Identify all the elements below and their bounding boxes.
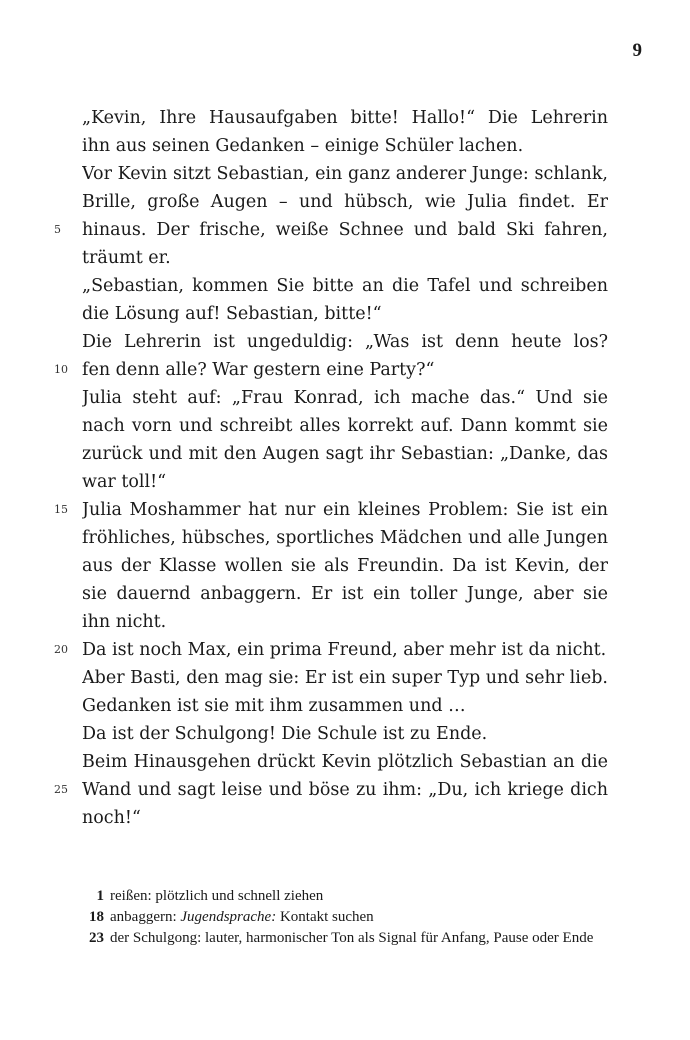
footnote-text: anbaggern: [110, 909, 181, 925]
text-line [54, 356, 608, 384]
line-text: fröhliches, hübsches, sportliches Mädchen und alle Jungen [82, 528, 608, 548]
text-line [54, 636, 608, 664]
text-line [82, 664, 608, 692]
text-line [82, 412, 608, 440]
line-text: die Lösung auf! Sebastian, bitte!“ [82, 304, 382, 324]
line-number: 20 [54, 643, 68, 656]
text-line [82, 580, 608, 608]
text-line [82, 104, 608, 132]
line-text: Brille, große Augen – und hübsch, wie Julia findet. Er [82, 192, 608, 212]
line-text: hinaus. Der frische, weiße Schnee und bald Ski fahren, [82, 220, 608, 240]
line-text: träumt er. [82, 248, 171, 268]
text-line [82, 720, 608, 748]
text-line [82, 692, 608, 720]
text-line [82, 804, 608, 832]
line-text: Die Lehrerin ist ungeduldig: „Was ist denn heute los? [82, 332, 608, 352]
text-line [54, 216, 608, 244]
footnote [82, 928, 612, 949]
line-text: Beim Hinausgehen drückt Kevin plötzlich Sebastian an die [82, 752, 608, 772]
line-text: „Sebastian, kommen Sie bitte an die Tafel und schreiben [82, 276, 608, 296]
text-line [82, 160, 608, 188]
line-number: 5 [54, 223, 61, 236]
line-text: Julia steht auf: „Frau Konrad, ich mache das.“ Und sie [82, 388, 608, 408]
text-line [82, 384, 608, 412]
line-text: Gedanken ist sie mit ihm zusammen und … [82, 696, 466, 716]
line-text: Wand und sagt leise und böse zu ihm: „Du, ich kriege dich [82, 780, 608, 800]
line-text: sie dauernd anbaggern. Er ist ein toller Junge, aber sie [82, 584, 608, 604]
page-number: 9 [632, 40, 642, 61]
line-number: 25 [54, 783, 68, 796]
line-text: fen denn alle? War gestern eine Party?“ [82, 360, 435, 380]
footnote-number: 1 [96, 888, 104, 904]
text-line [82, 272, 608, 300]
text-line [82, 608, 608, 636]
text-line [82, 524, 608, 552]
text-line [82, 440, 608, 468]
main-text [54, 104, 608, 832]
line-text: Vor Kevin sitzt Sebastian, ein ganz anderer Junge: schlank, [82, 164, 608, 184]
line-text: ihn nicht. [82, 612, 167, 632]
text-line [82, 244, 608, 272]
footnote-number: 23 [89, 930, 104, 946]
line-number: 15 [54, 503, 68, 516]
line-text: Da ist der Schulgong! Die Schule ist zu Ende. [82, 724, 488, 744]
footnotes [82, 886, 612, 949]
footnote-text: der Schulgong: lauter, harmonischer Ton als Signal für Anfang, Pause oder Ende [110, 930, 594, 946]
text-line [82, 468, 608, 496]
text-line [82, 132, 608, 160]
footnote-text: Kontakt suchen [276, 909, 374, 925]
line-text: „Kevin, Ihre Hausaufgaben bitte! Hallo!“ Die Lehrerin [82, 108, 608, 128]
footnote-text: reißen: plötzlich und schnell ziehen [110, 888, 324, 904]
footnote-text: Jugendsprache: [180, 909, 277, 925]
line-text: noch!“ [82, 808, 141, 828]
text-line [54, 776, 608, 804]
text-line [82, 748, 608, 776]
text-line [82, 552, 608, 580]
footnote [82, 886, 612, 907]
text-line [54, 496, 608, 524]
line-text: Da ist noch Max, ein prima Freund, aber mehr ist da nicht. [82, 640, 607, 660]
line-text: war toll!“ [82, 472, 167, 492]
line-text: Aber Basti, den mag sie: Er ist ein super Typ und sehr lieb. [82, 668, 608, 688]
text-line [82, 188, 608, 216]
footnote-number: 18 [89, 909, 104, 925]
text-line [82, 328, 608, 356]
line-text: nach vorn und schreibt alles korrekt auf. Dann kommt sie [82, 416, 608, 436]
line-number: 10 [54, 363, 68, 376]
line-text: zurück und mit den Augen sagt ihr Sebastian: „Danke, das [82, 444, 608, 464]
text-line [82, 300, 608, 328]
line-text: Julia Moshammer hat nur ein kleines Problem: Sie ist ein [82, 500, 608, 520]
line-text: ihn aus seinen Gedanken – einige Schüler lachen. [82, 136, 524, 156]
line-text: aus der Klasse wollen sie als Freundin. Da ist Kevin, der [82, 556, 608, 576]
footnote [82, 907, 612, 928]
